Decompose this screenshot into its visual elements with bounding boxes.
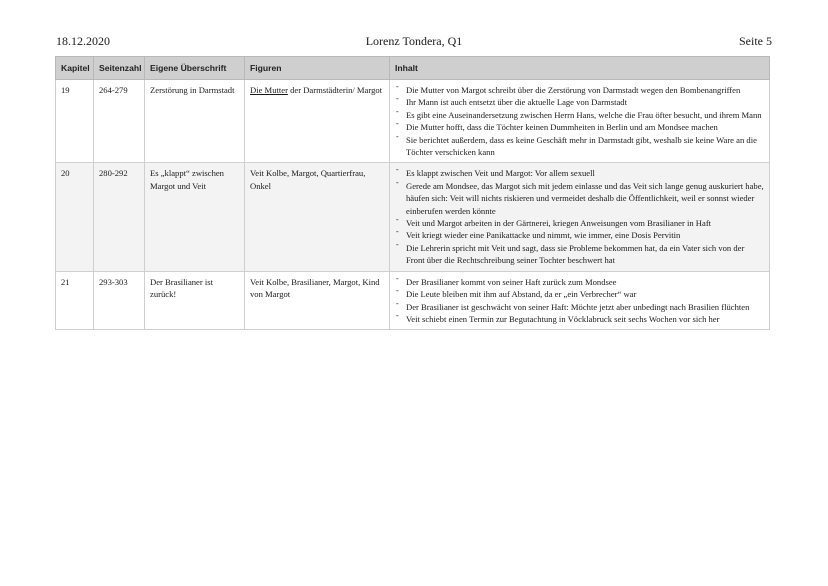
- list-item: - Veit schiebt einen Termin zur Begutachtung in Vöcklabruck seit sechs Wochen vor sich her: [395, 313, 764, 325]
- list-item: - Ihr Mann ist auch entsetzt über die aktuelle Lage von Darmstadt: [395, 96, 764, 108]
- cell-inhalt: [390, 163, 770, 271]
- list-item: - Es klappt zwischen Veit und Margot: Vor allem sexuell: [395, 167, 764, 179]
- inhalt-list: [395, 167, 764, 266]
- figuren-text: der Darmstädterin/ Margot: [287, 85, 383, 95]
- cell-seitenzahl: 264-279: [94, 80, 145, 163]
- page-header: [56, 34, 772, 52]
- cell-seitenzahl: 280-292: [94, 163, 145, 271]
- column-header-figuren: Figuren: [245, 57, 390, 80]
- list-item: - Der Brasilianer kommt von seiner Haft zurück zum Mondsee: [395, 276, 764, 288]
- cell-ueberschrift: Es „klappt“ zwischen Margot und Veit: [145, 163, 245, 271]
- table-row: [56, 80, 770, 163]
- figuren-text: Veit Kolbe, Brasilianer, Margot, Kind von Margot: [250, 276, 380, 300]
- list-item: - Die Leute bleiben mit ihm auf Abstand, da er „ein Verbrecher“ war: [395, 288, 764, 300]
- cell-kapitel: 21: [56, 271, 94, 330]
- column-header-seitenzahl: Seitenzahl: [94, 57, 145, 80]
- header-author: Lorenz Tondera, Q1: [365, 34, 463, 48]
- cell-ueberschrift: Der Brasilianer ist zurück!: [145, 271, 245, 330]
- table-header-row: [56, 57, 770, 80]
- table-row: [56, 271, 770, 330]
- list-item: - Sie berichtet außerdem, dass es keine Geschäft mehr in Darmstadt gibt, weshalb sie keine Ware an die Töchter verschicken kann: [395, 134, 764, 159]
- list-item: - Veit und Margot arbeiten in der Gärtnerei, kriegen Anweisungen vom Brasilianer in Haft: [395, 217, 764, 229]
- inhalt-list: [395, 84, 764, 158]
- inhalt-list: [395, 276, 764, 326]
- header-date: 18.12.2020: [56, 34, 110, 48]
- table-row: [56, 163, 770, 271]
- list-item: - Es gibt eine Auseinandersetzung zwischen Herrn Hans, welche die Frau öfter besucht, und ihrem Mann: [395, 109, 764, 121]
- chapter-summary-table: [55, 56, 770, 330]
- list-item: - Veit kriegt wieder eine Panikattacke und nimmt, wie immer, eine Dosis Pervitin: [395, 229, 764, 241]
- column-header-ueberschrift: Eigene Überschrift: [145, 57, 245, 80]
- figuren-text: Veit Kolbe, Margot, Quartierfrau, Onkel: [250, 168, 366, 191]
- cell-kapitel: 20: [56, 163, 94, 271]
- cell-inhalt: [390, 80, 770, 163]
- cell-kapitel: 19: [56, 80, 94, 163]
- list-item: - Die Mutter von Margot schreibt über die Zerstörung von Darmstadt wegen den Bombenangriffen: [395, 84, 764, 96]
- cell-figuren: [245, 271, 390, 330]
- cell-figuren: [245, 80, 390, 163]
- cell-ueberschrift: Zerstörung in Darmstadt: [145, 80, 245, 163]
- column-header-inhalt: Inhalt: [390, 57, 770, 80]
- header-page-number: Seite 5: [739, 34, 772, 48]
- list-item: - Der Brasilianer ist geschwächt von seiner Haft: Möchte jetzt aber unbedingt nach Brasilien flüchten: [395, 301, 764, 313]
- figuren-underlined-text: Die Mutter: [250, 85, 288, 95]
- cell-seitenzahl: 293-303: [94, 271, 145, 330]
- list-item: - Die Mutter hofft, dass die Töchter keinen Dummheiten in Berlin und am Mondsee machen: [395, 121, 764, 133]
- list-item: - Gerede am Mondsee, das Margot sich mit jedem einlasse und das Veit sich lange genug auskuriert habe, häufen sich: Veit will nichts riskieren und vermeidet deshalb die Öffentlichkeit, weil er sonnst wieder einberufen werden könnte: [395, 180, 764, 217]
- list-item: - Die Lehrerin spricht mit Veit und sagt, dass sie Probleme bekommen hat, da ein Vater sich von der Front über die Rechtschreibung seiner Tochter beschwert hat: [395, 242, 764, 267]
- cell-inhalt: [390, 271, 770, 330]
- cell-figuren: [245, 163, 390, 271]
- column-header-kapitel: Kapitel: [56, 57, 94, 80]
